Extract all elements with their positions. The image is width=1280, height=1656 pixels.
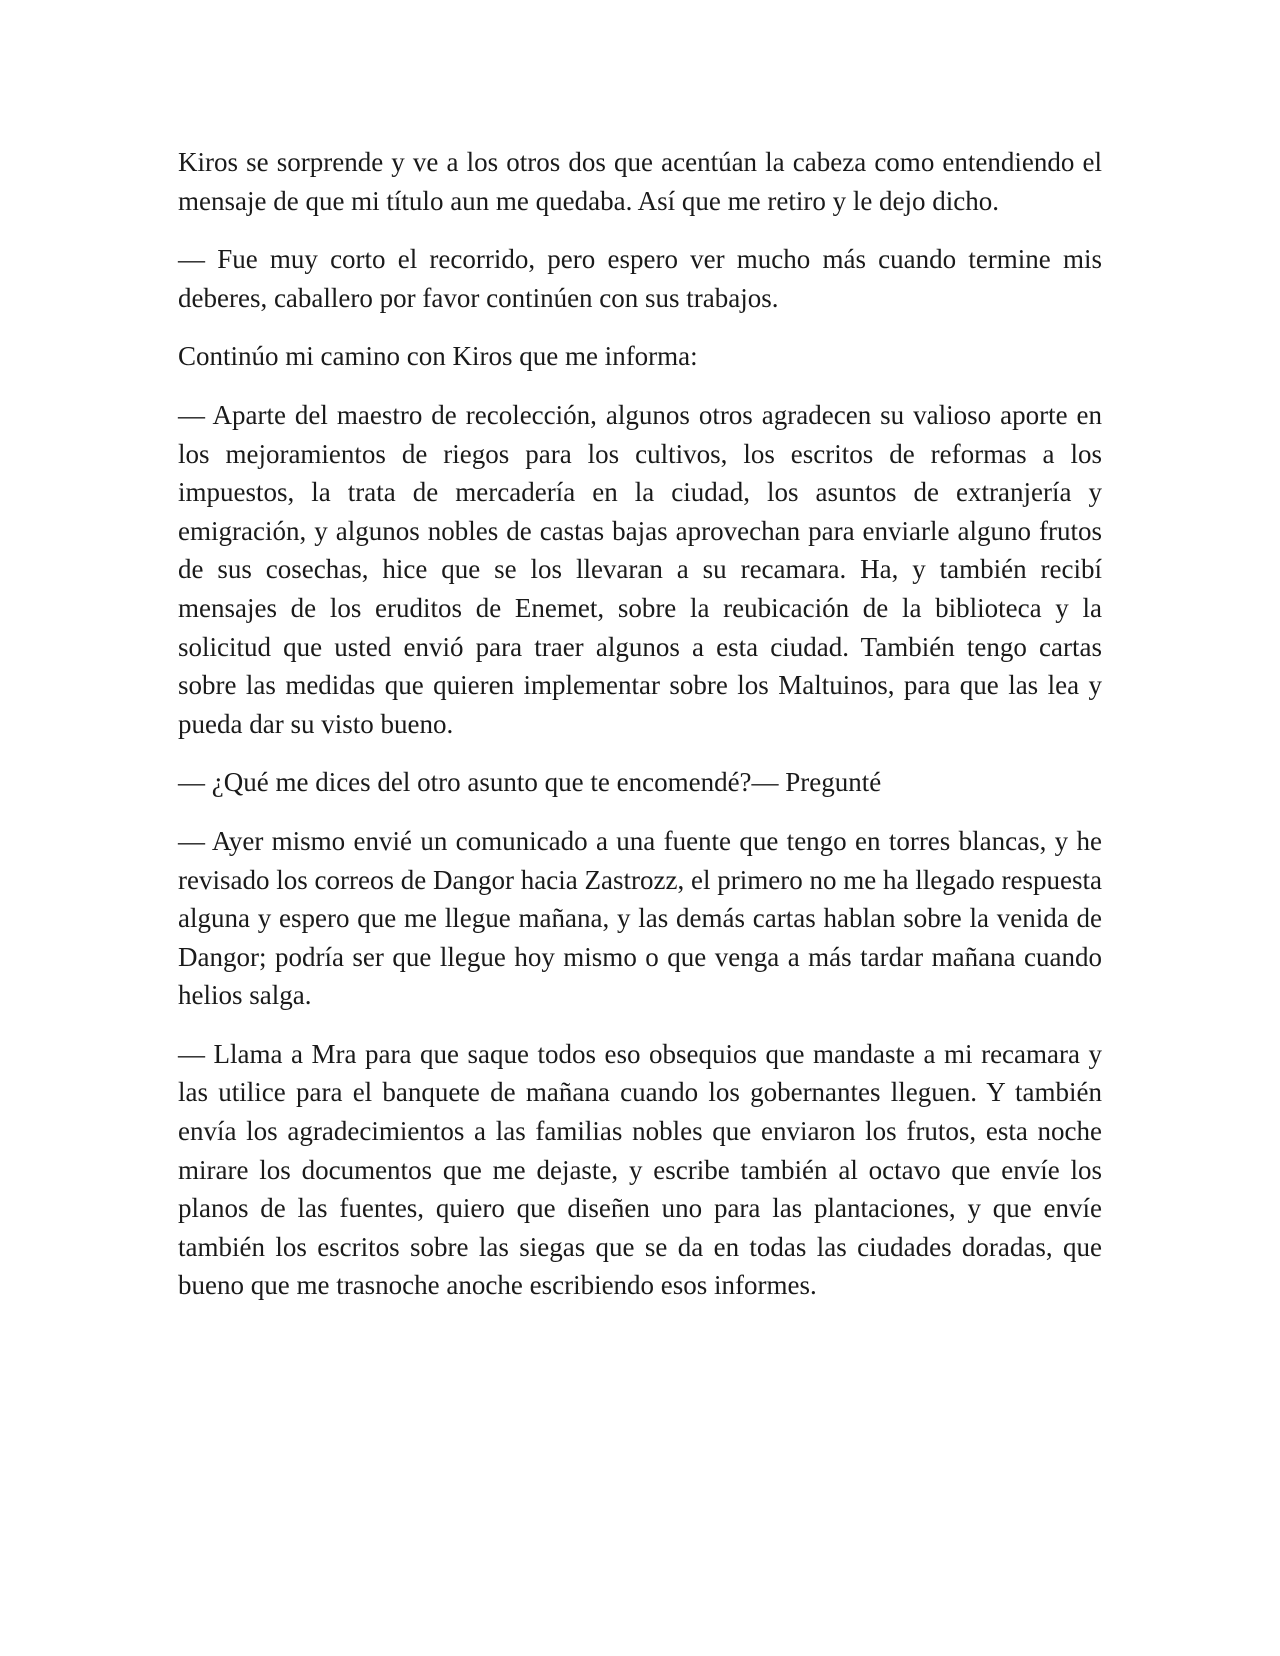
body-text xyxy=(178,143,1102,1325)
paragraph-dialogue-4: — Ayer mismo envié un comunicado a una fuente que tengo en torres blancas, y he revisado los correos de Dangor hacia Zastrozz, el primero no me ha llegado respuesta alguna y espero que me llegue mañana, y las demás cartas hablan sobre la venida de Dangor; podría ser que llegue hoy mismo o que venga a más tardar mañana cuando helios salga. xyxy=(178,825,1102,1011)
paragraph-dialogue-3: — ¿Qué me dices del otro asunto que te encomendé?— Pregunté xyxy=(178,767,882,798)
paragraph-narration-1: Kiros se sorprende y ve a los otros dos que acentúan la cabeza como entendiendo el mensaje de que mi título aun me quedaba. Así que me retiro y le dejo dicho. xyxy=(178,147,1102,216)
paragraph-narration-2: Continúo mi camino con Kiros que me informa: xyxy=(178,341,698,372)
paragraph-dialogue-5: — Llama a Mra para que saque todos eso obsequios que mandaste a mi recamara y las utilice para el banquete de mañana cuando los gobernantes lleguen. Y también envía los agradecimientos a las familias nobles que enviaron los frutos, esta noche mirare los documentos que me dejaste, y escribe también al octavo que envíe los planos de las fuentes, quiero que diseñen uno para las plantaciones, y que envíe también los escritos sobre las siegas que se da en todas las ciudades doradas, que bueno que me trasnoche anoche escribiendo esos informes. xyxy=(178,1038,1102,1301)
paragraph-dialogue-2: — Aparte del maestro de recolección, algunos otros agradecen su valioso aporte en los mejoramientos de riegos para los cultivos, los escritos de reformas a los impuestos, la trata de mercadería en la ciudad, los asuntos de extranjería y emigración, y algunos nobles de castas bajas aprovechan para enviarle alguno frutos de sus cosechas, hice que se los llevaran a su recamara. Ha, y también recibí mensajes de los eruditos de Enemet, sobre la reubicación de la biblioteca y la solicitud que usted envió para traer algunos a esta ciudad. También tengo cartas sobre las medidas que quieren implementar sobre los Maltuinos, para que las lea y pueda dar su visto bueno. xyxy=(178,399,1102,739)
paragraph-dialogue-1: — Fue muy corto el recorrido, pero espero ver mucho más cuando termine mis deberes, caballero por favor continúen con sus trabajos. xyxy=(178,244,1102,313)
